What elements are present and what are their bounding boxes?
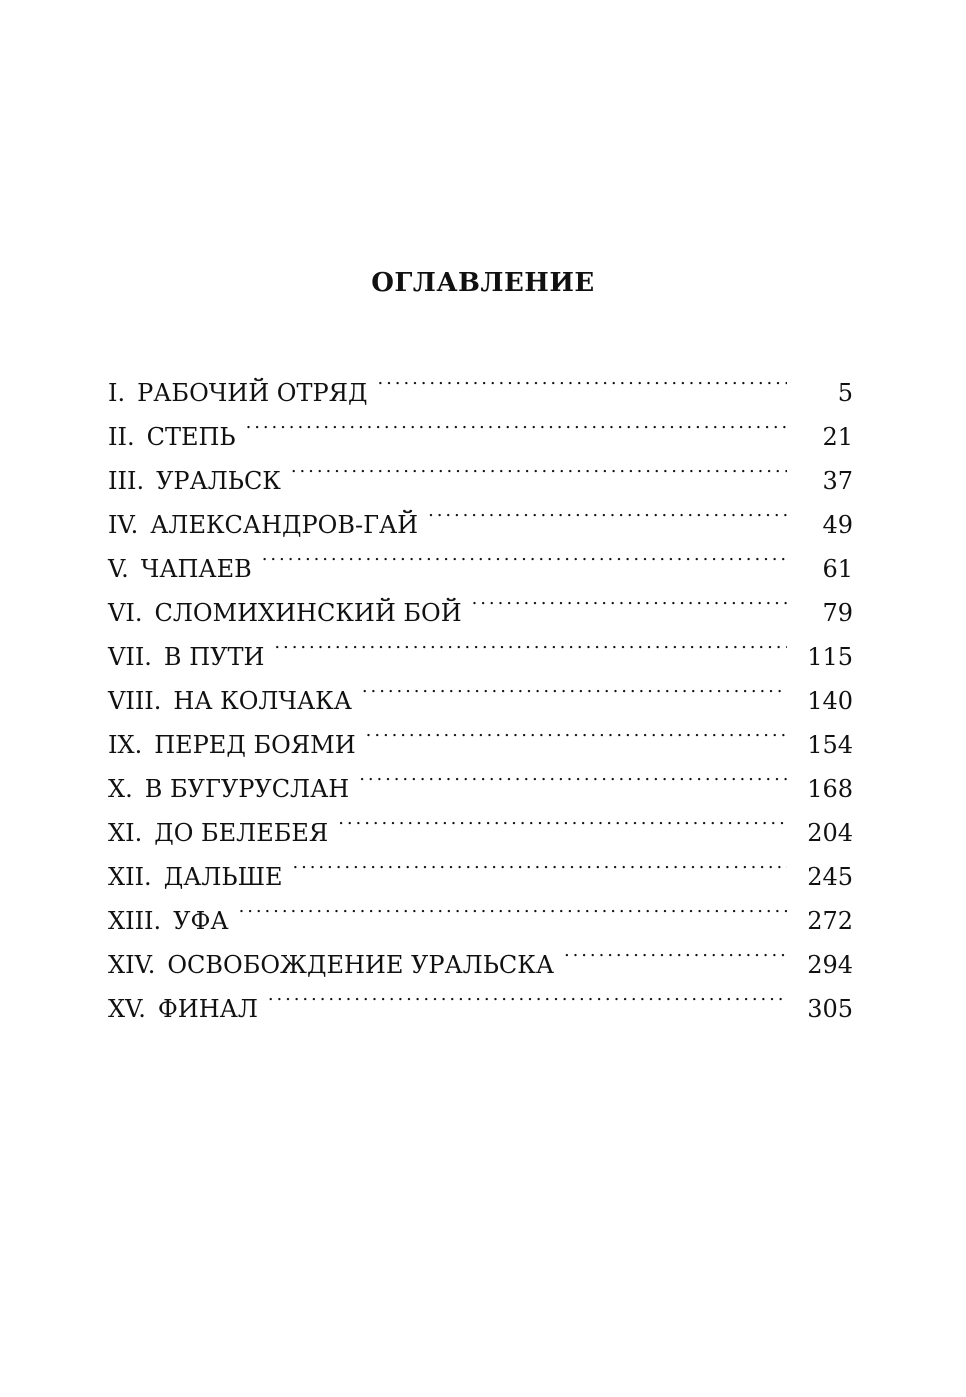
table-of-contents [108,357,853,1023]
dot-leader [239,885,787,929]
chapter-title: ФИНАЛ [157,995,258,1023]
chapter-numeral: X. [108,775,133,803]
chapter-title: ЧАПАЕВ [140,555,252,583]
chapter-numeral: II. [108,423,135,451]
chapter-title: АЛЕКСАНДРОВ-ГАЙ [150,511,419,539]
dot-leader [428,489,787,533]
toc-entry-label [108,635,274,679]
chapter-numeral: XIV. [108,951,156,979]
toc-entry-label [108,723,366,767]
page-number: 49 [822,511,853,539]
page-number: 204 [807,819,853,847]
page-number: 115 [807,643,853,671]
chapter-title: СЛОМИХИНСКИЙ БОЙ [154,599,462,627]
toc-entry-label [108,679,362,723]
chapter-numeral: VII. [108,643,152,671]
chapter-numeral: XII. [108,863,152,891]
page-number: 61 [822,555,853,583]
dot-leader [268,973,787,1017]
dot-leader [291,445,787,489]
chapter-title: В ПУТИ [163,643,265,671]
chapter-numeral: VIII. [108,687,162,715]
page-number: 37 [822,467,853,495]
chapter-title: СТЕПЬ [146,423,236,451]
chapter-title: ОСВОБОЖДЕНИЕ УРАЛЬСКА [167,951,554,979]
page-number: 140 [807,687,853,715]
toc-entry [108,357,853,407]
chapter-numeral: III. [108,467,145,495]
chapter-numeral: IX. [108,731,143,759]
toc-entry-label [108,415,246,459]
chapter-numeral: V. [108,555,129,583]
chapter-numeral: VI. [108,599,143,627]
dot-leader [359,753,787,797]
page-number: 154 [807,731,853,759]
chapter-title: ДО БЕЛЕБЕЯ [154,819,329,847]
toc-entry-label [108,899,239,943]
toc-entry-label [108,767,359,811]
page-number: 305 [807,995,853,1023]
page-number: 272 [807,907,853,935]
chapter-title: УРАЛЬСК [156,467,281,495]
chapter-title: В БУГУРУСЛАН [144,775,350,803]
page-number: 79 [822,599,853,627]
page-number: 245 [807,863,853,891]
chapter-numeral: XV. [108,995,146,1023]
toc-entry-label [108,987,268,1031]
dot-leader [564,929,787,973]
toc-entry-label [108,459,291,503]
dot-leader [274,621,787,665]
chapter-title: ДАЛЬШЕ [163,863,283,891]
page-title: ОГЛАВЛЕНИЕ [371,268,595,298]
dot-leader [366,709,787,753]
toc-entry-label [108,547,262,591]
dot-leader [292,841,787,885]
chapter-numeral: I. [108,379,126,407]
dot-leader [362,665,787,709]
chapter-title: НА КОЛЧАКА [173,687,352,715]
page-number: 294 [807,951,853,979]
dot-leader [246,401,787,445]
page-number: 5 [837,379,853,407]
dot-leader [472,577,787,621]
page-number: 21 [822,423,853,451]
dot-leader [262,533,787,577]
chapter-numeral: XI. [108,819,143,847]
chapter-numeral: XIII. [108,907,162,935]
chapter-title: УФА [173,907,229,935]
dot-leader [338,797,787,841]
page-number: 168 [807,775,853,803]
chapter-title: ПЕРЕД БОЯМИ [154,731,356,759]
dot-leader [378,357,787,401]
chapter-title: РАБОЧИЙ ОТРЯД [137,379,368,407]
chapter-numeral: IV. [108,511,139,539]
